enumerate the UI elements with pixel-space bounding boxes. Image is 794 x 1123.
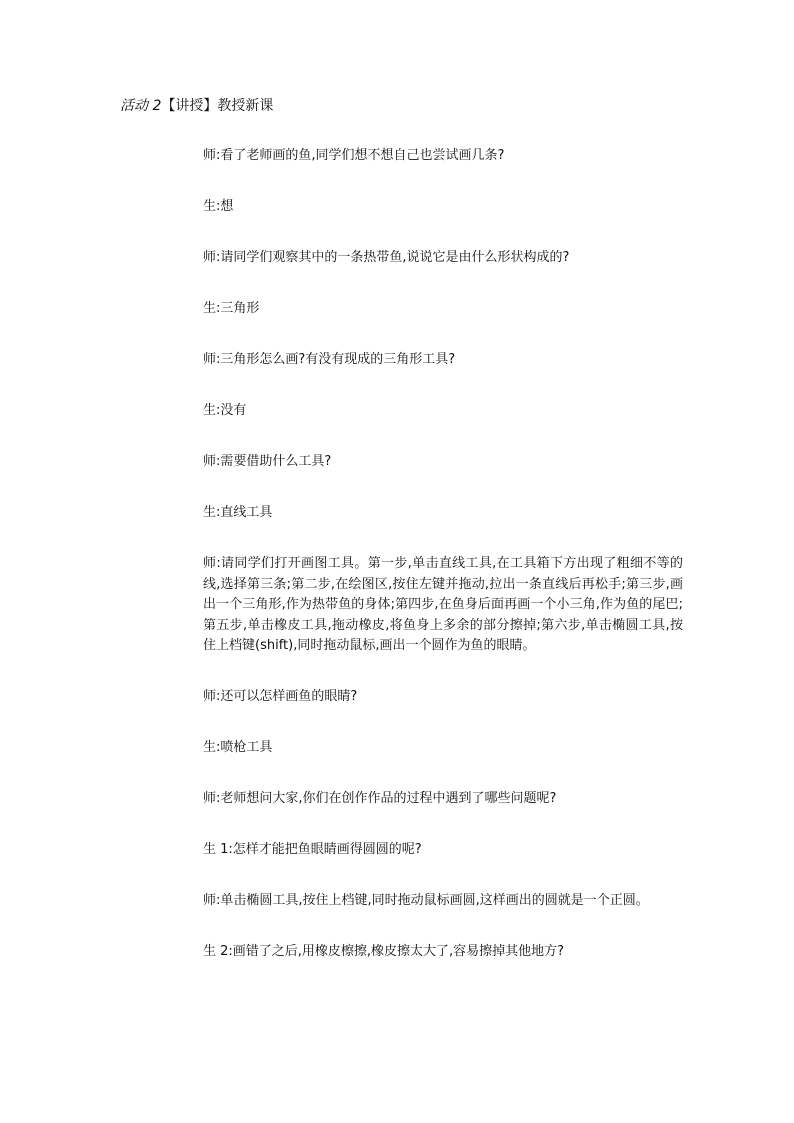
dialogue-line: 师:老师想问大家,你们在创作作品的过程中遇到了哪些问题呢? — [203, 790, 557, 806]
dialogue-line: 生:直线工具 — [203, 505, 273, 520]
activity-title: 【讲授】教授新课 — [161, 98, 274, 114]
dialogue-line: 生:没有 — [203, 403, 247, 418]
dialogue-line: 生 1:怎样才能把鱼眼睛画得圆圆的呢? — [203, 841, 422, 857]
dialogue-line: 师:看了老师画的鱼,同学们想不想自己也尝试画几条? — [203, 148, 505, 163]
dialogue-line: 师:需要借助什么工具? — [203, 454, 332, 469]
dialogue-line: 师:单击椭圆工具,按住上档键,同时拖动鼠标画圆,这样画出的圆就是一个正圆。 — [203, 892, 649, 908]
dialogue-line: 生:三角形 — [203, 301, 260, 316]
dialogue-line: 生:想 — [203, 199, 234, 214]
activity-label: 活动 2 — [120, 98, 162, 114]
dialogue-line: 生:喷枪工具 — [203, 739, 273, 755]
dialogue-line: 师:三角形怎么画?有没有现成的三角形工具? — [203, 352, 456, 367]
dialogue-line: 生 2:画错了之后,用橡皮檫擦,橡皮擦太大了,容易擦掉其他地方? — [203, 943, 565, 959]
section-heading — [120, 96, 273, 116]
dialogue-line: 师:还可以怎样画鱼的眼睛? — [203, 688, 358, 704]
dialogue-line: 师:请同学们观察其中的一条热带鱼,说说它是由什么形状构成的? — [203, 250, 570, 265]
dialogue-paragraph: 师:请同学们打开画图工具。第一步,单击直线工具,在工具箱下方出现了粗细不等的线,选择第三条;第二步,在绘图区,按住左键并拖动,拉出一条直线后再松手;第三步,画出一个三角形,作为热带鱼的身体;第四步,在鱼身后面再画一个小三角,作为鱼的尾巴;第五步,单击橡皮工具,拖动橡皮,将鱼身上多余的部分擦掉;第六步,单击椭圆工具,按住上档键(shift),同时拖动鼠标,画出一个圆作为鱼的眼睛。 — [203, 556, 684, 653]
dialogue-body — [203, 146, 683, 993]
